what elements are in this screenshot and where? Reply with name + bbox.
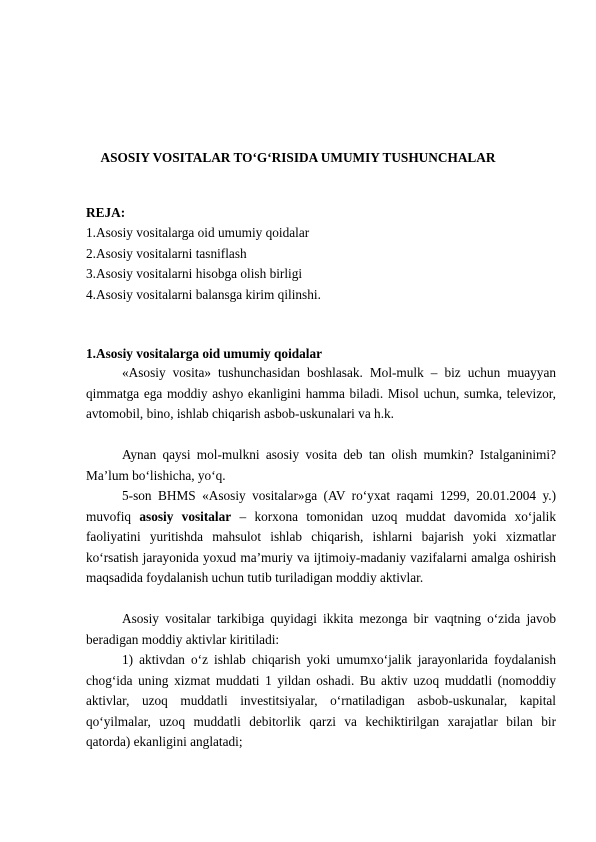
plan-item: 4.Asosiy vositalarni balansga kirim qilinshi. <box>86 287 321 302</box>
paragraph-standard-definition <box>86 486 556 589</box>
paragraph-criteria-intro: Asosiy vositalar tarkibiga quyidagi ikkita mezonga bir vaqtning o‘zida javob beradigan moddiy aktivlar kiritiladi: <box>86 611 556 647</box>
paragraph-question: Aynan qaysi mol-mulkni asosiy vosita deb tan olish mumkin? Istalganinimi? Ma’lum bo‘lishicha, yo‘q. <box>86 447 556 483</box>
paragraph-criterion-1: 1) aktivdan o‘z ishlab chiqarish yoki umumxo‘jalik jarayonlarida foydalanish chog‘ida uning xizmat muddati 1 yildan oshadi. Bu aktiv uzoq muddatli (nomoddiy aktivlar, uzoq muddatli investitsiyalar, o‘rnatiladigan asbob-uskunalar, kapital qo‘yilmalar, uzoq muddatli debitorlik qarzi va kechiktirilgan xarajatlar bilan bir qatorda) ekanligini anglatadi; <box>86 652 556 749</box>
paragraph-text: 5-son BHMS «Asosiy vositalar»ga (AV ro‘yxat raqami 1299, 20.01.2004 y.) muvofiq <box>86 488 556 524</box>
plan-item: 2.Asosiy vositalarni tasniflash <box>86 246 247 261</box>
bold-term: asosiy vositalar <box>139 508 232 524</box>
plan-heading: REJA: <box>86 205 126 220</box>
section-heading: 1.Asosiy vositalarga oid umumiy qoidalar <box>86 346 323 361</box>
paragraph-definition-intro: «Asosiy vosita» tushunchasidan boshlasak. Mol-mulk – biz uchun muayyan qimmatga ega moddiy ashyo ekanligini hamma biladi. Misol uchun, sumka, televizor, avtomobil, bino, ishlab chiqarish asbob-uskunalari va h.k. <box>86 365 556 421</box>
plan-item: 1.Asosiy vositalarga oid umumiy qoidalar <box>86 225 310 240</box>
document-title: ASOSIY VOSITALAR TO‘G‘RISIDA UMUMIY TUSHUNCHALAR <box>100 150 496 165</box>
plan-item: 3.Asosiy vositalarni hisobga olish birligi <box>86 266 303 281</box>
paragraph-text: – korxona tomonidan uzoq muddat davomida xo‘jalik faoliyatini yuritishda mahsulot ishlab chiqarish, ishlarni bajarish yoki xizmatlar ko‘rsatish jarayonida yoxud ma’muriy va ijtimoiy-madaniy vazifalarni amalga oshirish maqsadida foydalanish uchun tutib turiladigan moddiy aktivlar. <box>86 508 556 585</box>
